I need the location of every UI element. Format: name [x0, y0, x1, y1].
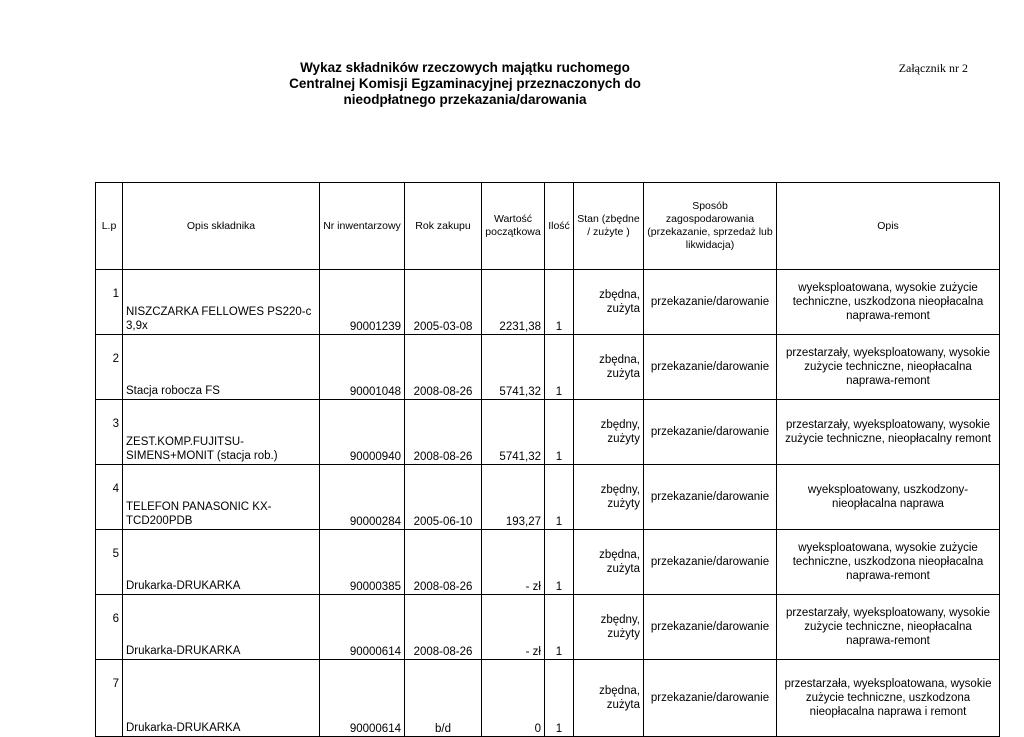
cell-notes: wyeksploatowana, wysokie zużycie techniczne, uszkodzona nieopłacalna naprawa-remont	[777, 270, 1000, 335]
cell-disposal-method: przekazanie/darowanie	[644, 465, 777, 530]
cell-disposal-method: przekazanie/darowanie	[644, 595, 777, 660]
assets-table	[95, 182, 1000, 737]
annex-label: Załącznik nr 2	[898, 61, 968, 75]
cell-initial-value: 5741,32	[482, 335, 545, 400]
cell-purchase-year: 2008-08-26	[405, 530, 482, 595]
cell-disposal-method: przekazanie/darowanie	[644, 270, 777, 335]
cell-initial-value: 0	[482, 660, 545, 737]
cell-condition: zbędna, zużyta	[574, 530, 644, 595]
cell-notes: wyeksploatowana, wysokie zużycie techniczne, uszkodzona nieopłacalna naprawa-remont	[777, 530, 1000, 595]
cell-item-description: Stacja robocza FS	[123, 335, 320, 400]
cell-lp: 3	[96, 400, 123, 465]
cell-quantity: 1	[545, 660, 574, 737]
cell-condition: zbędna, zużyta	[574, 335, 644, 400]
cell-item-description: Drukarka-DRUKARKA	[123, 660, 320, 737]
cell-quantity: 1	[545, 270, 574, 335]
cell-inventory-number: 90001239	[320, 270, 405, 335]
cell-disposal-method: przekazanie/darowanie	[644, 400, 777, 465]
cell-lp: 1	[96, 270, 123, 335]
cell-item-description: NISZCZARKA FELLOWES PS220-c 3,9x	[123, 270, 320, 335]
cell-initial-value: - zł	[482, 595, 545, 660]
cell-inventory-number: 90000940	[320, 400, 405, 465]
cell-notes: przestarzała, wyeksploatowana, wysokie zużycie techniczne, uszkodzona nieopłacalna naprawa i remont	[777, 660, 1000, 737]
cell-purchase-year: 2008-08-26	[405, 400, 482, 465]
col-header-lp: L.p	[96, 183, 123, 270]
cell-inventory-number: 90000614	[320, 595, 405, 660]
table-row	[96, 595, 1000, 660]
cell-condition: zbędna, zużyta	[574, 660, 644, 737]
cell-notes: przestarzały, wyeksploatowany, wysokie zużycie techniczne, nieopłacalna naprawa-remont	[777, 335, 1000, 400]
cell-item-description: Drukarka-DRUKARKA	[123, 530, 320, 595]
title-line: Centralnej Komisji Egzaminacyjnej przeznaczonych do	[289, 76, 641, 91]
cell-disposal-method: przekazanie/darowanie	[644, 530, 777, 595]
cell-inventory-number: 90000385	[320, 530, 405, 595]
cell-purchase-year: 2005-06-10	[405, 465, 482, 530]
col-header-quantity: Ilość	[545, 183, 574, 270]
table-row	[96, 530, 1000, 595]
col-header-purchase-year: Rok zakupu	[405, 183, 482, 270]
cell-item-description: TELEFON PANASONIC KX-TCD200PDB	[123, 465, 320, 530]
document-title	[255, 60, 675, 108]
cell-inventory-number: 90001048	[320, 335, 405, 400]
col-header-inventory-number: Nr inwentarzowy	[320, 183, 405, 270]
cell-item-description: ZEST.KOMP.FUJITSU-SIMENS+MONIT (stacja rob.)	[123, 400, 320, 465]
cell-quantity: 1	[545, 595, 574, 660]
cell-purchase-year: 2008-08-26	[405, 335, 482, 400]
table-row	[96, 270, 1000, 335]
cell-quantity: 1	[545, 335, 574, 400]
cell-purchase-year: 2008-08-26	[405, 595, 482, 660]
cell-disposal-method: przekazanie/darowanie	[644, 660, 777, 737]
cell-quantity: 1	[545, 530, 574, 595]
cell-condition: zbędny, zużyty	[574, 465, 644, 530]
cell-initial-value: 2231,38	[482, 270, 545, 335]
cell-initial-value: - zł	[482, 530, 545, 595]
cell-notes: wyeksploatowany, uszkodzony-nieopłacalna naprawa	[777, 465, 1000, 530]
cell-inventory-number: 90000614	[320, 660, 405, 737]
col-header-condition: Stan (zbędne / zużyte )	[574, 183, 644, 270]
table-row	[96, 400, 1000, 465]
cell-disposal-method: przekazanie/darowanie	[644, 335, 777, 400]
cell-initial-value: 5741,32	[482, 400, 545, 465]
cell-item-description: Drukarka-DRUKARKA	[123, 595, 320, 660]
title-line: Wykaz składników rzeczowych majątku ruchomego	[300, 60, 630, 75]
cell-lp: 6	[96, 595, 123, 660]
cell-lp: 5	[96, 530, 123, 595]
cell-purchase-year: b/d	[405, 660, 482, 737]
cell-lp: 7	[96, 660, 123, 737]
cell-condition: zbędna, zużyta	[574, 270, 644, 335]
table-row	[96, 335, 1000, 400]
cell-initial-value: 193,27	[482, 465, 545, 530]
cell-purchase-year: 2005-03-08	[405, 270, 482, 335]
cell-inventory-number: 90000284	[320, 465, 405, 530]
cell-condition: zbędny, zużyty	[574, 595, 644, 660]
cell-lp: 4	[96, 465, 123, 530]
col-header-item-description: Opis składnika	[123, 183, 320, 270]
col-header-notes: Opis	[777, 183, 1000, 270]
cell-quantity: 1	[545, 465, 574, 530]
table-header-row	[96, 183, 1000, 270]
col-header-initial-value: Wartość początkowa	[482, 183, 545, 270]
col-header-disposal-method: Sposób zagospodarowania (przekazanie, sprzedaż lub likwidacja)	[644, 183, 777, 270]
cell-notes: przestarzały, wyeksploatowany, wysokie zużycie techniczne, nieopłacalny remont	[777, 400, 1000, 465]
title-line: nieodpłatnego przekazania/darowania	[343, 92, 587, 107]
table-row	[96, 465, 1000, 530]
cell-notes: przestarzały, wyeksploatowany, wysokie zużycie techniczne, nieopłacalna naprawa-remont	[777, 595, 1000, 660]
cell-condition: zbędny, zużyty	[574, 400, 644, 465]
cell-quantity: 1	[545, 400, 574, 465]
cell-lp: 2	[96, 335, 123, 400]
